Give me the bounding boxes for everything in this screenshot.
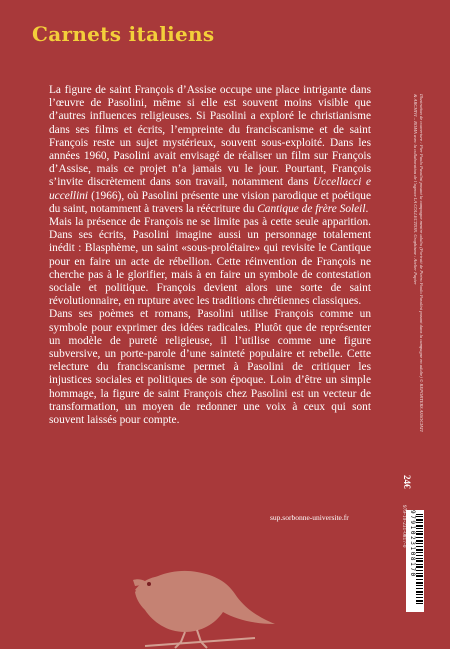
price-text: 24€ [402, 475, 412, 489]
publisher-website-link[interactable]: sup.sorbonne-universite.fr [270, 513, 349, 522]
isbn-text: 979-10-231-0817-0 [401, 505, 406, 548]
paragraph-2: Mais la présence de François ne se limite pas à cette seule apparition. Dans ses écrits, Pasolini imagine aussi un personnage totalement inédit : Blasphème, un saint «sous-prolétaire» qui revisite le Cantique pour en faire un acte de rébellion. Cette réinvention de François ne cherche pas à le glorifier, mais à en faire un symbole de contestation sociale et politique. François devient alors une sorte de saint révolutionnaire, en rupture avec les traditions chrétiennes classiques. [49, 216, 371, 308]
paragraph-1-part-a: La figure de saint François d’Assise occupe une place intrigante dans l’œuvre de Pasolini, même si elle est souvent moins visible que d’autres influences religieuses. Si Pasolini a exploré le christianisme dans ses films et écrits, l’empreinte du franciscanisme et de saint François reste un sujet mystérieux, souvent sous-exploité. Dans les années 1960, Pasolini avait envisagé de réaliser un film sur François d’Assise, mais ce projet n’a jamais vu le jour. Pourtant, François s’invite discrètement dans son travail, notamment dans [49, 84, 371, 189]
barcode-digits: 9791023108170 [409, 510, 416, 578]
film-title: Uccellacci e uccellini [49, 176, 371, 202]
series-title: Carnets italiens [32, 22, 215, 46]
barcode [406, 510, 424, 612]
cover-credits [396, 94, 424, 434]
paragraph-1-part-b: (1966), où Pasolini présente une vision parodique et poétique du saint, notamment à travers la réécriture du [49, 189, 371, 215]
paragraph-1 [49, 84, 371, 216]
bird-illustration-icon [105, 520, 295, 649]
back-cover-text [49, 84, 371, 427]
isbn-label [396, 505, 406, 605]
cantique-title: Cantique de frère Soleil [257, 202, 366, 215]
paragraph-1-part-c: . [365, 202, 369, 215]
cover-credits-text: Illustration de couverture : Pier Paolo Pasolini posant la campagne mentre adulto (Portrait de Pietro Paolo Pasolini posant dans la campagne en adulte) © REPORTERS ASSOCIATI & ARCHIVI – ROMA avec la collaboration de l’agence LA COLLECTION. Graphisme : Atelier Papier [413, 94, 424, 432]
paragraph-3: Dans ses poèmes et romans, Pasolini utilise François comme un symbole pour exprimer des idées radicales. Plutôt que de représenter un modèle de pureté religieuse, il l’utilise comme une figure subversive, un porte-parole d’une sainteté populaire et rebelle. Cette relecture du franciscanisme permet à Pasolini de critiquer les injustices sociales et politiques de son époque. Loin d’être un simple hommage, la figure de saint François chez Pasolini est un vecteur de transformation, un moyen de redonner une voix à ceux qui sont souvent laissés pour compte. [49, 308, 371, 427]
price-label [392, 475, 416, 505]
